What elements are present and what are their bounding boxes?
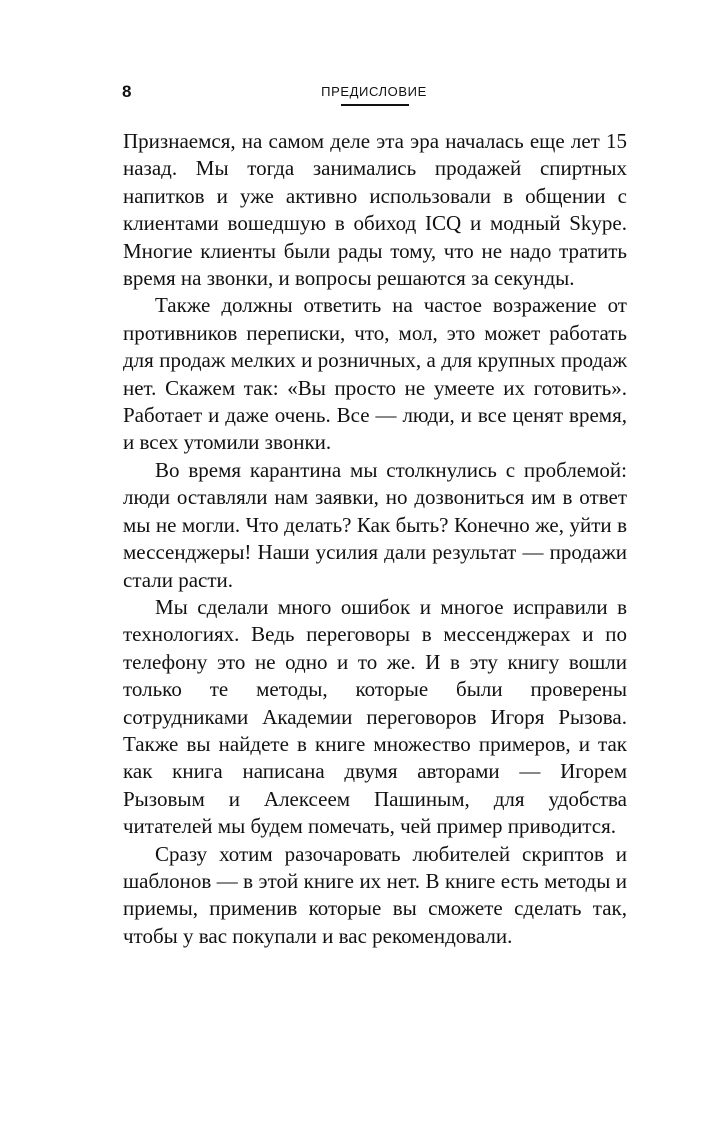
header-underline	[341, 104, 409, 106]
paragraph-5: Сразу хотим разочаровать любителей скриптов и шаблонов — в этой книге их нет. В книге есть методы и приемы, применив которые вы сможете сделать так, чтобы у вас покупали и вас рекомендовали.	[123, 841, 627, 948]
paragraph-3: Во время карантина мы столкнулись с проблемой: люди оставляли нам заявки, но дозвониться им в ответ мы не могли. Что делать? Как быть? Конечно же, уйти в мессенджеры! Наши усилия дали результат — продажи стали расти.	[123, 457, 627, 592]
page-header	[120, 78, 628, 110]
paragraph-4: Мы сделали много ошибок и многое исправили в технологиях. Ведь переговоры в мессенджерах и по телефону это не одно и то же. И в эту книгу вошли только те методы, которые были проверены сотрудниками Академии переговоров Игоря Рызова. Также вы найдете в книге множество примеров, и так как книга написана двумя авторами — Игорем Рызовым и Алексеем Пашиным, для удобства читателей мы будем помечать, чей пример приводится.	[123, 594, 627, 839]
running-title: ПРЕДИСЛОВИЕ	[321, 84, 427, 99]
paragraph-2: Также должны ответить на частое возражение от противников переписки, что, мол, это может работать для продаж мелких и розничных, а для крупных продаж нет. Скажем так: «Вы просто не умеете их готовить». Работает и даже очень. Все — люди, и все ценят время, и всех утомили звонки.	[123, 293, 627, 455]
paragraph-1: Признаемся, на самом деле эта эра началась еще лет 15 назад. Мы тогда занимались продажей спиртных напитков и уже активно использовали в общении с клиентами вошедшую в обиход ICQ и модный Skype. Многие клиенты были рады тому, что не надо тратить время на звонки, и вопросы решаются за секунды.	[123, 129, 627, 291]
page-number: 8	[122, 82, 132, 101]
page-body	[123, 128, 627, 950]
